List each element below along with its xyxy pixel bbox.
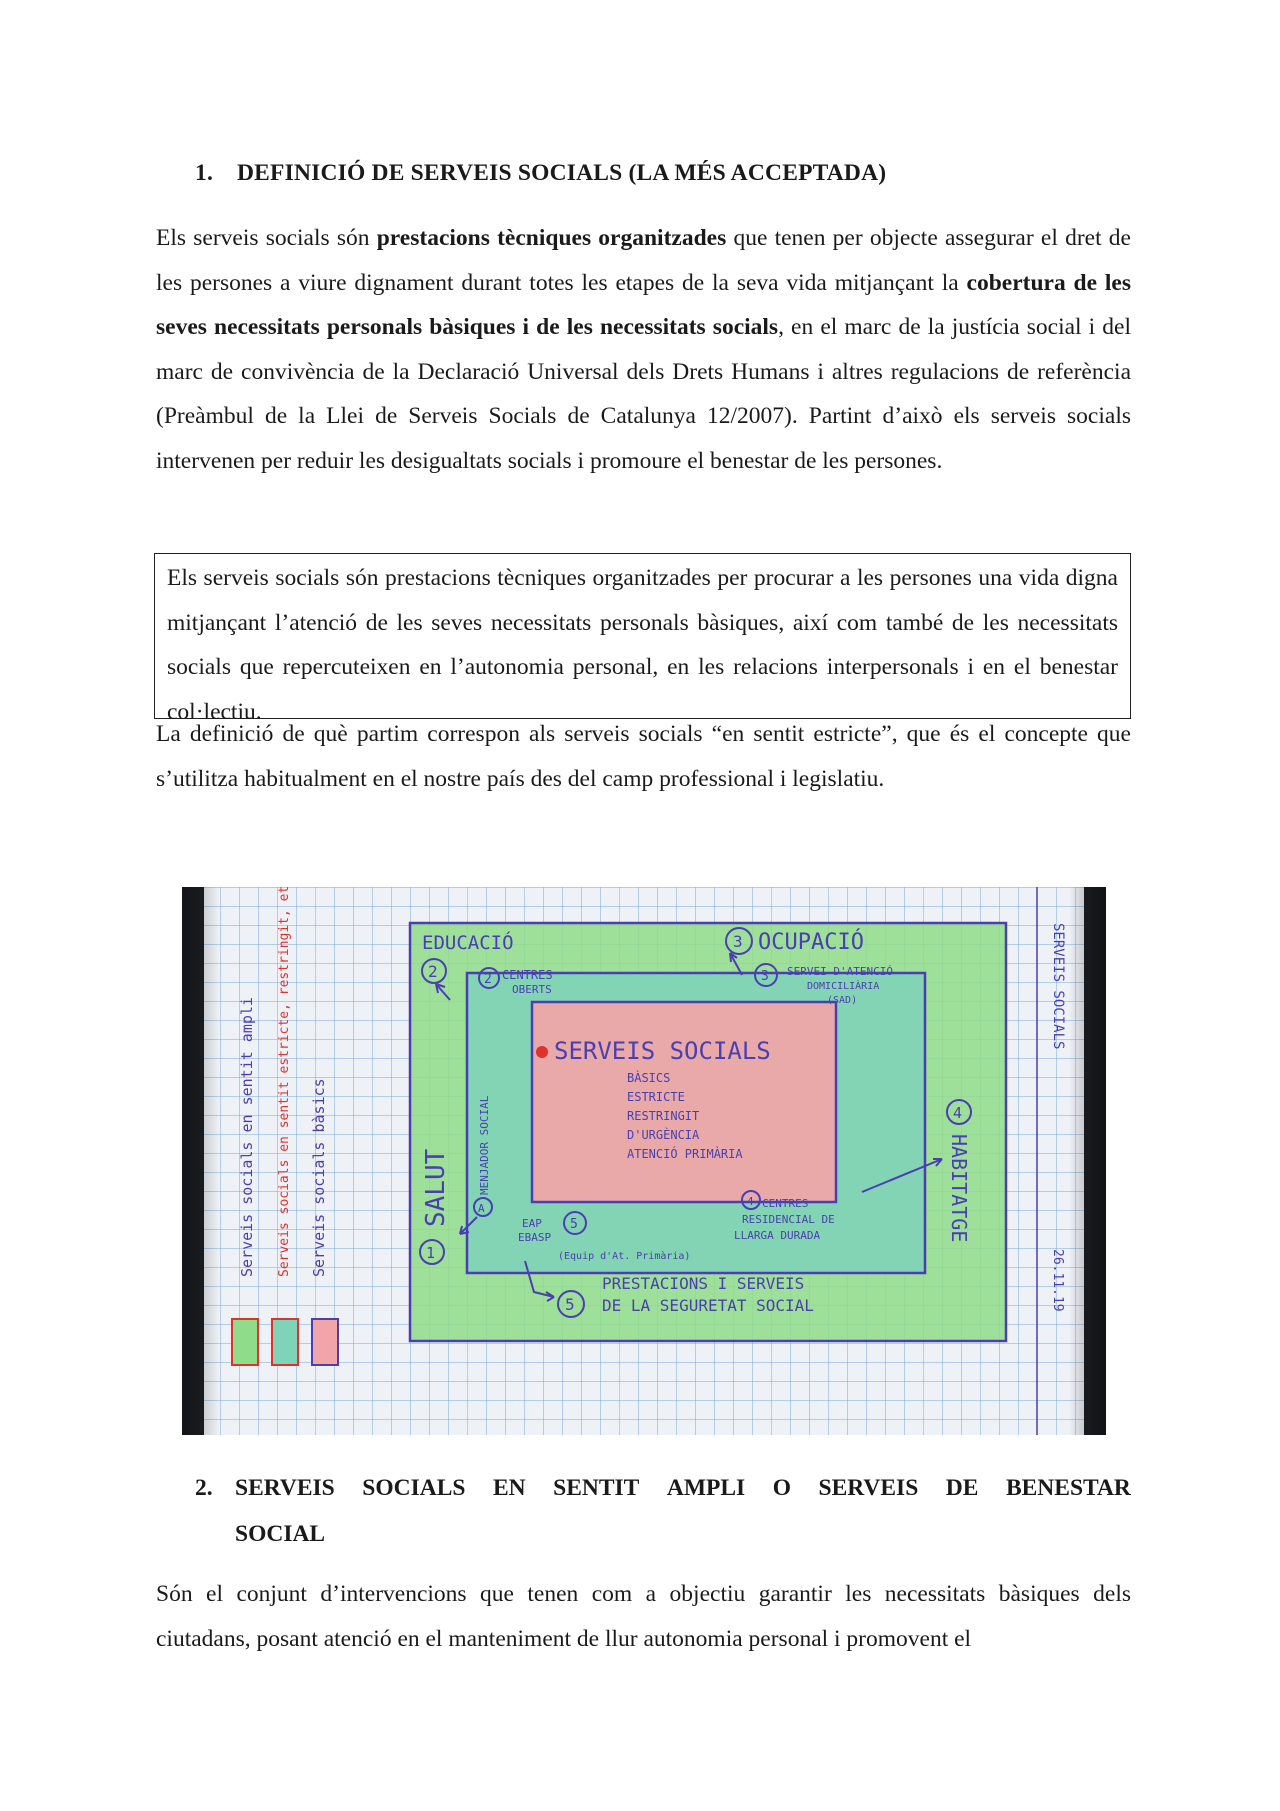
title-word: SERVEIS [818,1475,919,1501]
title-word: SOCIALS [362,1475,466,1501]
section-2-heading [195,1465,1131,1557]
context-paragraph: La definició de què partim correspon als serveis socials “en sentit estricte”, que és el concepte que s’utilitza habitualment en el nostre país des del camp professional i legislatiu. [156,721,1131,792]
photo-shading [182,887,1106,1435]
para-text: , en el marc de la justícia social i del marc de convivència de la Declaració Universal dels Drets Humans i altres regulacions de referència (Preàmbul de la Llei de Serveis Socials de Catalunya 12/2007). Partint d’això els serveis socials intervenen per reduir les desigualtats socials i promoure el benestar de les persones. [156,314,1132,474]
section-number: 2. [195,1475,213,1501]
intro-paragraph [156,216,1131,484]
definition-box [154,553,1131,725]
title-word: EN [492,1475,526,1501]
section-number: 1. [195,160,214,186]
definition-text: Els serveis socials són prestacions tècniques organitzades per procurar a les persones una vida digna mitjançant l’atenció de les seves necessitats personals bàsiques, així com també de les necessitats socials que repercuteixen en l’autonomia personal, en les relacions interpersonals i en el benestar col·lectiu. [167,565,1118,725]
section-2-title-line-1 [195,1465,1131,1511]
ampli-paragraph [156,1572,1131,1661]
para-bold-text: cobertura de les seves necessitats personals bàsiques i de les necessitats socials [156,269,1131,341]
section-2-title-line-2: SOCIAL [235,1521,326,1547]
title-word: BENESTAR [1005,1475,1131,1501]
para-text: que tenen per objecte assegurar el dret de les persones a viure dignament durant totes les etapes de la seva vida mitjançant la [156,225,1131,296]
section-title: DEFINICIÓ DE SERVEIS SOCIALS (LA MÉS ACCEPTADA) [237,160,887,186]
diagram-svg [182,887,1106,1435]
hand-drawn-diagram [182,887,1106,1435]
section-1-heading [195,160,1095,190]
title-word: DE [945,1475,979,1501]
title-word: SENTIT [553,1475,640,1501]
title-word: O [772,1475,791,1501]
para-bold-text: prestacions tècniques organitzades [376,225,727,251]
title-word: AMPLI [666,1475,746,1501]
para-text: Els serveis socials són [156,225,377,251]
para-text: Són el conjunt d’intervencions que tenen com a objectiu garantir les necessitats bàsiques dels ciutadans, posant atenció en el manteniment de llur autonomia personal i promovent el [156,1581,1131,1652]
title-word: SERVEIS [235,1475,335,1501]
